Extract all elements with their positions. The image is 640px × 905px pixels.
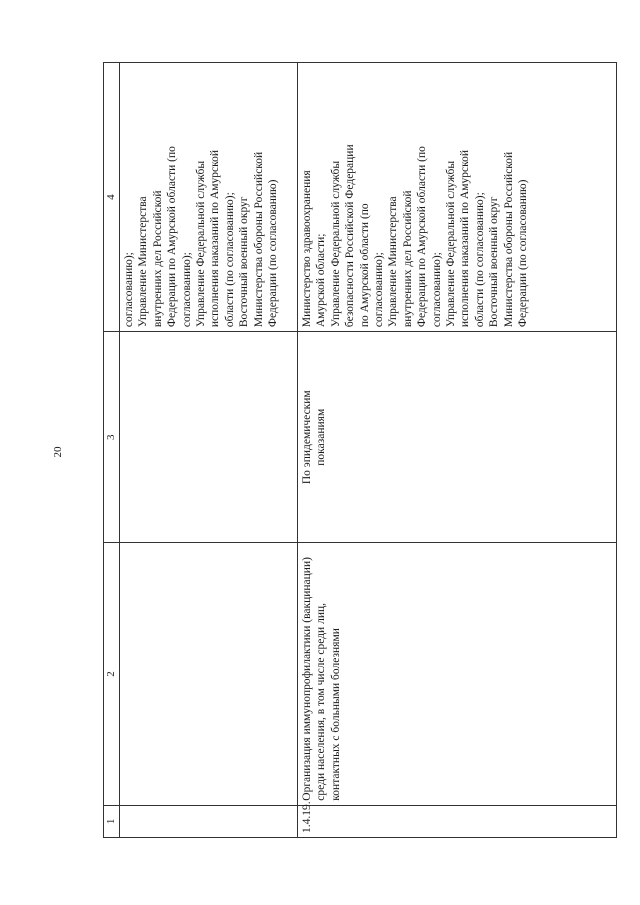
executor-line: области (по согласованию); — [473, 192, 486, 328]
document-table-region — [103, 62, 617, 838]
activity-line: среди населения, в том числе среди лиц, — [315, 603, 328, 801]
header-col-2: 2 — [104, 543, 120, 805]
rotated-table-container — [103, 62, 617, 838]
executor-line: внутренних дел Российской — [151, 190, 164, 328]
executor-line: внутренних дел Российской — [401, 190, 414, 328]
executor-line: Управление Министерства — [137, 196, 150, 328]
executor-line: исполнения наказаний по Амурской — [209, 150, 222, 328]
activity-line: контактных с больными болезнями — [329, 628, 342, 801]
executor-line: области (по согласованию); — [223, 192, 236, 328]
executor-line: Федерации (по согласованию) — [267, 179, 280, 328]
executor-line: Управление Федеральной службы — [445, 160, 458, 328]
executor-line: Управление Федеральной службы — [329, 160, 342, 328]
activity-cell — [298, 543, 617, 805]
timing-cell — [120, 332, 298, 543]
executor-line: согласованию); — [373, 252, 386, 328]
measures-table — [103, 62, 617, 838]
executor-line: согласованию); — [180, 252, 193, 328]
executor-line: по Амурской области (по — [358, 203, 371, 328]
row-number-cell: 1.4.19. — [298, 805, 617, 837]
page-number: 20 — [52, 446, 64, 458]
timing-line: По эпидемическим — [301, 390, 313, 485]
activity-cell — [120, 543, 298, 805]
executor-line: Федерации (по согласованию) — [517, 179, 530, 328]
row-number-cell — [120, 805, 298, 837]
activity-line: Организация иммунопрофилактики (вакцинации) — [301, 557, 313, 801]
executors-cell — [120, 63, 298, 332]
executor-line: Федерации по Амурской области (по — [416, 146, 429, 328]
executor-line: Управление Министерства — [387, 196, 400, 328]
timing-cell — [298, 332, 617, 543]
executor-line: безопасности Российской Федерации — [344, 144, 357, 328]
executor-line: Восточный военный округ — [488, 196, 501, 328]
executor-line: согласованию); — [430, 252, 443, 328]
header-col-4: 4 — [104, 63, 120, 332]
executor-line: Министерства обороны Российской — [252, 151, 265, 328]
executor-line: исполнения наказаний по Амурской — [459, 150, 472, 328]
table-header-row — [104, 63, 120, 838]
table-row — [120, 63, 298, 838]
table-row — [298, 63, 617, 838]
executor-line: Управление Федеральной службы — [195, 160, 208, 328]
executor-line: Федерации по Амурской области (по — [166, 146, 179, 328]
executor-line: Восточный военный округ — [238, 196, 251, 328]
header-col-3: 3 — [104, 332, 120, 543]
timing-line: показаниям — [315, 408, 328, 466]
header-col-1: 1 — [104, 805, 120, 837]
executor-line: Министерство здравоохранения — [301, 170, 313, 328]
executor-line: Амурской области; — [315, 233, 328, 328]
executor-line: Министерства обороны Российской — [502, 151, 515, 328]
executors-cell — [298, 63, 617, 332]
executor-line: согласованию); — [123, 252, 135, 328]
